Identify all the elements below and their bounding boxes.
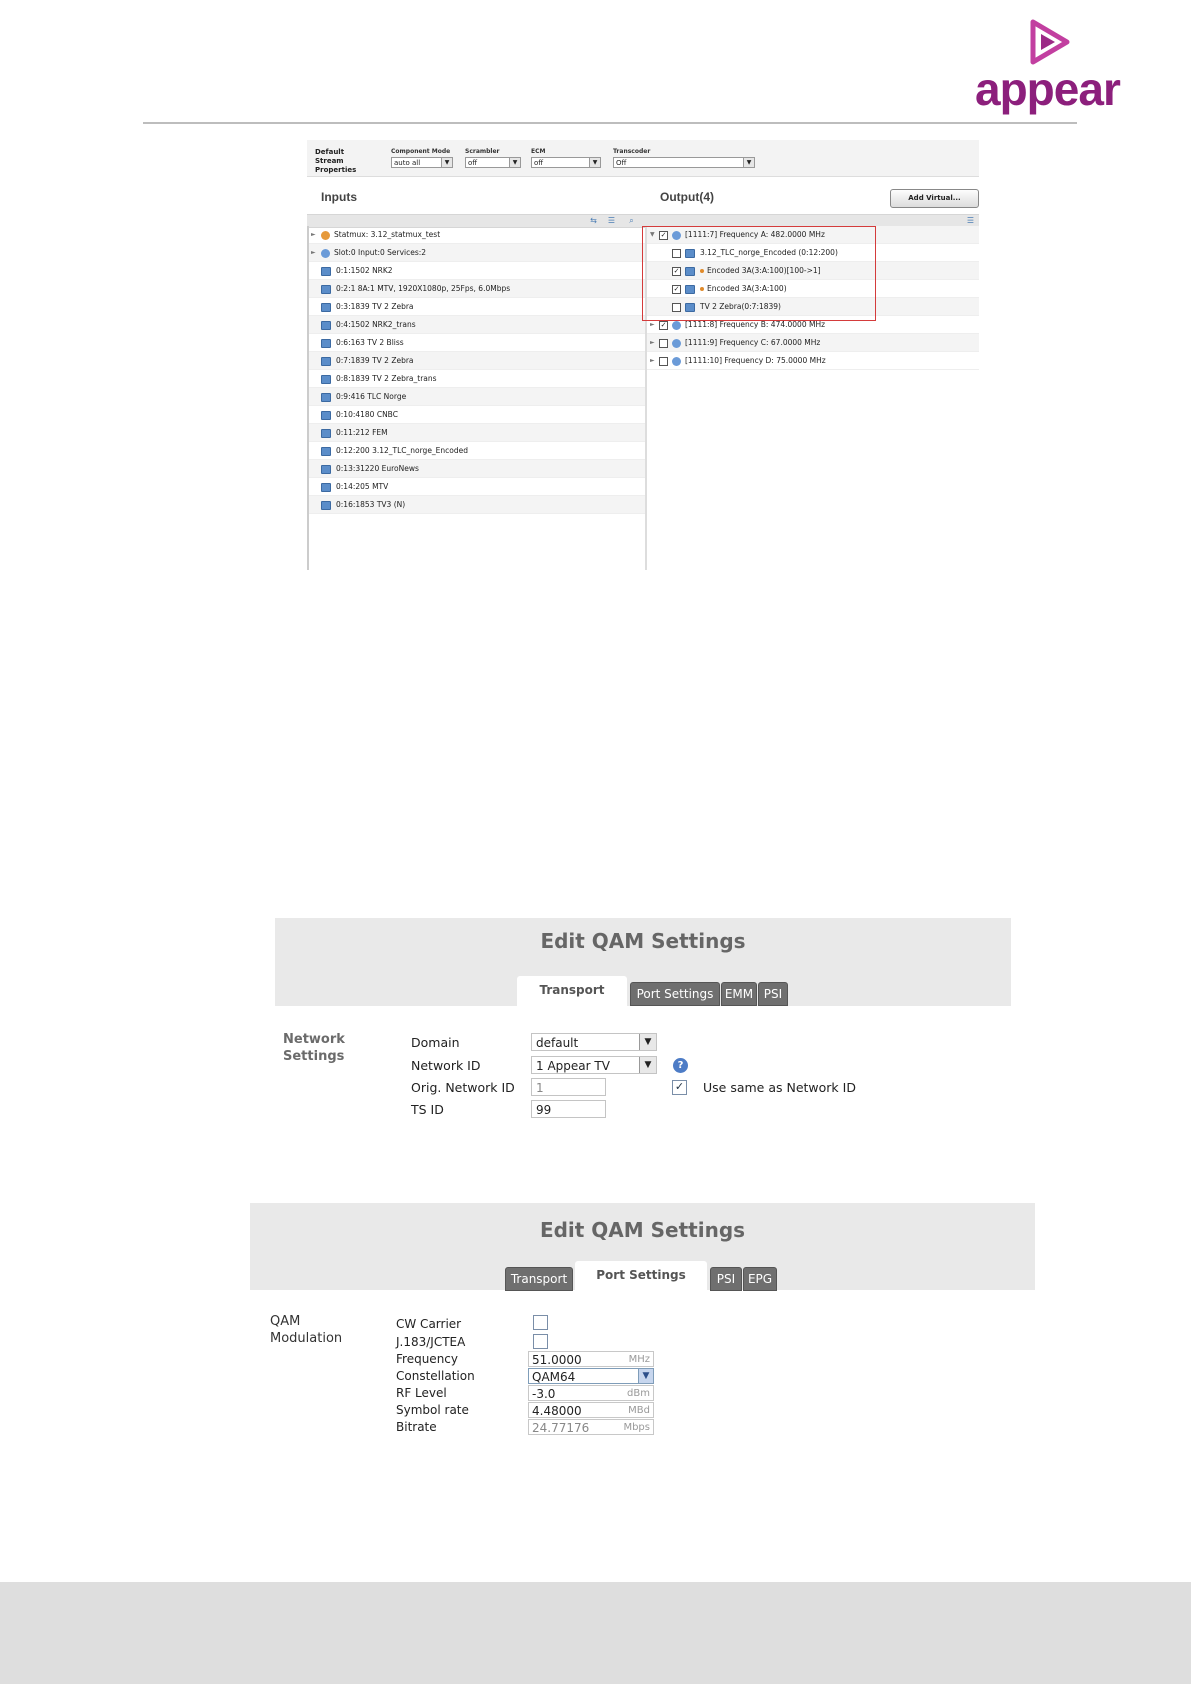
output-row-frequency-a[interactable]: ▼ ✓ [1111:7] Frequency A: 482.0000 MHz xyxy=(646,226,979,244)
appear-logo-text: appear xyxy=(975,63,1120,115)
bitrate-label: Bitrate xyxy=(396,1420,437,1434)
tab-emm[interactable]: EMM xyxy=(721,982,757,1006)
constellation-label: Constellation xyxy=(396,1369,475,1383)
j183-jctea-checkbox[interactable] xyxy=(533,1334,548,1349)
tab-psi[interactable]: PSI xyxy=(710,1267,742,1291)
input-row[interactable]: 0:16:1853 TV3 (N) xyxy=(309,496,645,514)
transcoder-select[interactable]: Off ▼ xyxy=(613,157,755,168)
input-row[interactable]: 0:10:4180 CNBC xyxy=(309,406,645,424)
use-same-as-network-id-checkbox[interactable]: ✓ xyxy=(672,1080,687,1095)
rf-level-label: RF Level xyxy=(396,1386,447,1400)
tv-icon xyxy=(321,429,331,438)
tv-icon xyxy=(321,483,331,492)
inputs-list xyxy=(307,226,646,570)
ecm-select[interactable]: off ▼ xyxy=(531,157,601,168)
output-checkbox[interactable]: ✓ xyxy=(660,320,667,329)
cw-carrier-label: CW Carrier xyxy=(396,1317,462,1331)
output-checkbox[interactable] xyxy=(659,357,668,366)
network-id-label: Network ID xyxy=(411,1058,481,1073)
streams-screenshot xyxy=(307,140,979,570)
output-row-frequency-b[interactable]: ► ✓ [1111:8] Frequency B: 474.0000 MHz xyxy=(646,316,979,334)
tv-icon xyxy=(321,465,331,474)
input-row[interactable]: 0:14:205 MTV xyxy=(309,478,645,496)
add-virtual-button[interactable]: Add Virtual... xyxy=(890,189,979,208)
ts-id-label: TS ID xyxy=(411,1102,444,1117)
frequency-field[interactable]: 51.0000 MHz xyxy=(528,1351,654,1367)
input-source-icon xyxy=(321,249,330,258)
tv-icon xyxy=(321,321,331,330)
chevron-down-icon: ▼ xyxy=(639,1057,656,1073)
qam-transport-header xyxy=(275,918,1011,1006)
input-row[interactable]: 0:3:1839 TV 2 Zebra xyxy=(309,298,645,316)
domain-select[interactable]: default ▼ xyxy=(531,1033,657,1051)
input-row-statmux[interactable]: ► Statmux: 3.12_statmux_test xyxy=(309,226,645,244)
tab-port-settings[interactable]: Port Settings xyxy=(575,1261,707,1291)
input-row[interactable]: 0:1:1502 NRK2 xyxy=(309,262,645,280)
use-same-as-network-id-label: Use same as Network ID xyxy=(703,1080,856,1095)
chevron-down-icon: ▼ xyxy=(743,158,754,167)
list-icon[interactable]: ☰ xyxy=(607,216,616,225)
qam-transport-title: Edit QAM Settings xyxy=(540,929,746,953)
highlight-box xyxy=(642,226,876,321)
output-icon xyxy=(672,339,681,348)
rf-level-field[interactable]: -3.0 dBm xyxy=(528,1385,654,1401)
service-checkbox[interactable]: ✓ xyxy=(673,284,680,293)
tv-icon xyxy=(321,339,331,348)
tv-icon xyxy=(321,357,331,366)
chevron-down-icon: ▼ xyxy=(509,158,520,167)
service-checkbox[interactable]: ✓ xyxy=(673,266,680,275)
chevron-down-icon: ▼ xyxy=(589,158,600,167)
scrambler-select[interactable]: off ▼ xyxy=(465,157,521,168)
list-icon[interactable]: ☰ xyxy=(966,216,975,225)
tv-icon xyxy=(321,393,331,402)
frequency-label: Frequency xyxy=(396,1352,458,1366)
network-id-select[interactable]: 1 Appear TV ▼ xyxy=(531,1056,657,1074)
output-checkbox[interactable]: ✓ xyxy=(660,230,667,239)
bitrate-field: 24.77176 Mbps xyxy=(528,1419,654,1435)
chevron-down-icon: ▼ xyxy=(639,1034,656,1050)
component-mode-label: Component Mode xyxy=(391,148,451,155)
symbol-rate-label: Symbol rate xyxy=(396,1403,469,1417)
tv-icon xyxy=(321,303,331,312)
symbol-rate-field[interactable]: 4.48000 MBd xyxy=(528,1402,654,1418)
search-icon[interactable]: ⌕ xyxy=(629,216,634,225)
output-icon xyxy=(672,321,681,330)
input-row[interactable]: 0:7:1839 TV 2 Zebra xyxy=(309,352,645,370)
constellation-select[interactable]: QAM64 ▼ xyxy=(528,1368,654,1384)
orig-network-id-field[interactable]: 1 xyxy=(531,1078,606,1096)
input-row[interactable]: 0:9:416 TLC Norge xyxy=(309,388,645,406)
default-stream-properties-bar xyxy=(307,140,979,177)
input-row[interactable]: 0:13:31220 EuroNews xyxy=(309,460,645,478)
tv-icon xyxy=(321,411,331,420)
header-divider xyxy=(143,122,1077,124)
qam-modulation-section-label: QAM Modulation xyxy=(270,1314,343,1346)
qam-port-header xyxy=(250,1203,1035,1290)
output-service-row[interactable]: ✓ Encoded 3A(3:A:100)[100->1] xyxy=(646,262,979,280)
page-footer-band xyxy=(0,1582,1191,1684)
appear-logo-mark-icon xyxy=(1025,18,1073,66)
output-row-frequency-d[interactable]: ► [1111:10] Frequency D: 75.0000 MHz xyxy=(646,352,979,370)
tv-icon xyxy=(321,375,331,384)
tv-icon xyxy=(321,285,331,294)
j183-jctea-label: J.183/JCTEA xyxy=(396,1335,466,1349)
network-settings-section-label: Network Settings xyxy=(283,1032,345,1064)
input-row[interactable]: 0:6:163 TV 2 Bliss xyxy=(309,334,645,352)
output-checkbox[interactable] xyxy=(659,339,668,348)
tab-transport[interactable]: Transport xyxy=(517,976,627,1006)
tab-psi[interactable]: PSI xyxy=(758,982,788,1006)
tv-icon xyxy=(321,501,331,510)
ecm-label: ECM xyxy=(531,148,546,155)
input-row[interactable]: 0:12:200 3.12_TLC_norge_Encoded xyxy=(309,442,645,460)
qam-port-title: Edit QAM Settings xyxy=(539,1218,746,1242)
domain-label: Domain xyxy=(411,1035,460,1050)
default-stream-properties-title: Default Stream Properties xyxy=(315,148,357,174)
input-row-slot[interactable]: ► Slot:0 Input:0 Services:2 xyxy=(309,244,645,262)
input-row[interactable]: 0:8:1839 TV 2 Zebra_trans xyxy=(309,370,645,388)
statmux-icon xyxy=(321,231,330,240)
chevron-down-icon: ▼ xyxy=(441,158,452,167)
output-service-row[interactable]: TV 2 Zebra(0:7:1839) xyxy=(646,298,979,316)
input-row[interactable]: 0:4:1502 NRK2_trans xyxy=(309,316,645,334)
ts-id-field[interactable]: 99 xyxy=(531,1100,606,1118)
tv-icon xyxy=(321,267,331,276)
output-row-frequency-c[interactable]: ► [1111:9] Frequency C: 67.0000 MHz xyxy=(646,334,979,352)
orig-network-id-label: Orig. Network ID xyxy=(411,1080,515,1095)
output-service-row[interactable]: 3.12_TLC_norge_Encoded (0:12:200) xyxy=(646,244,979,262)
scrambler-label: Scrambler xyxy=(465,148,500,155)
tab-transport[interactable]: Transport xyxy=(505,1267,573,1291)
tab-epg[interactable]: EPG xyxy=(743,1267,777,1291)
output-service-row[interactable]: ✓ Encoded 3A(3:A:100) xyxy=(646,280,979,298)
chevron-down-icon: ▼ xyxy=(638,1369,653,1383)
input-row[interactable]: 0:11:212 FEM xyxy=(309,424,645,442)
transcoder-label: Transcoder xyxy=(613,148,651,155)
output-title: Output(4) xyxy=(660,190,714,204)
inputs-title: Inputs xyxy=(321,190,357,204)
cw-carrier-checkbox[interactable] xyxy=(533,1315,548,1330)
tv-icon xyxy=(321,447,331,456)
component-mode-select[interactable]: auto all ▼ xyxy=(391,157,453,168)
input-row[interactable]: 0:2:1 8A:1 MTV, 1920X1080p, 25Fps, 6.0Mbps xyxy=(309,280,645,298)
output-icon xyxy=(672,357,681,366)
tab-port-settings[interactable]: Port Settings xyxy=(630,982,720,1006)
transfer-icon[interactable]: ⇆ xyxy=(590,216,597,225)
help-icon[interactable]: ? xyxy=(673,1058,688,1073)
